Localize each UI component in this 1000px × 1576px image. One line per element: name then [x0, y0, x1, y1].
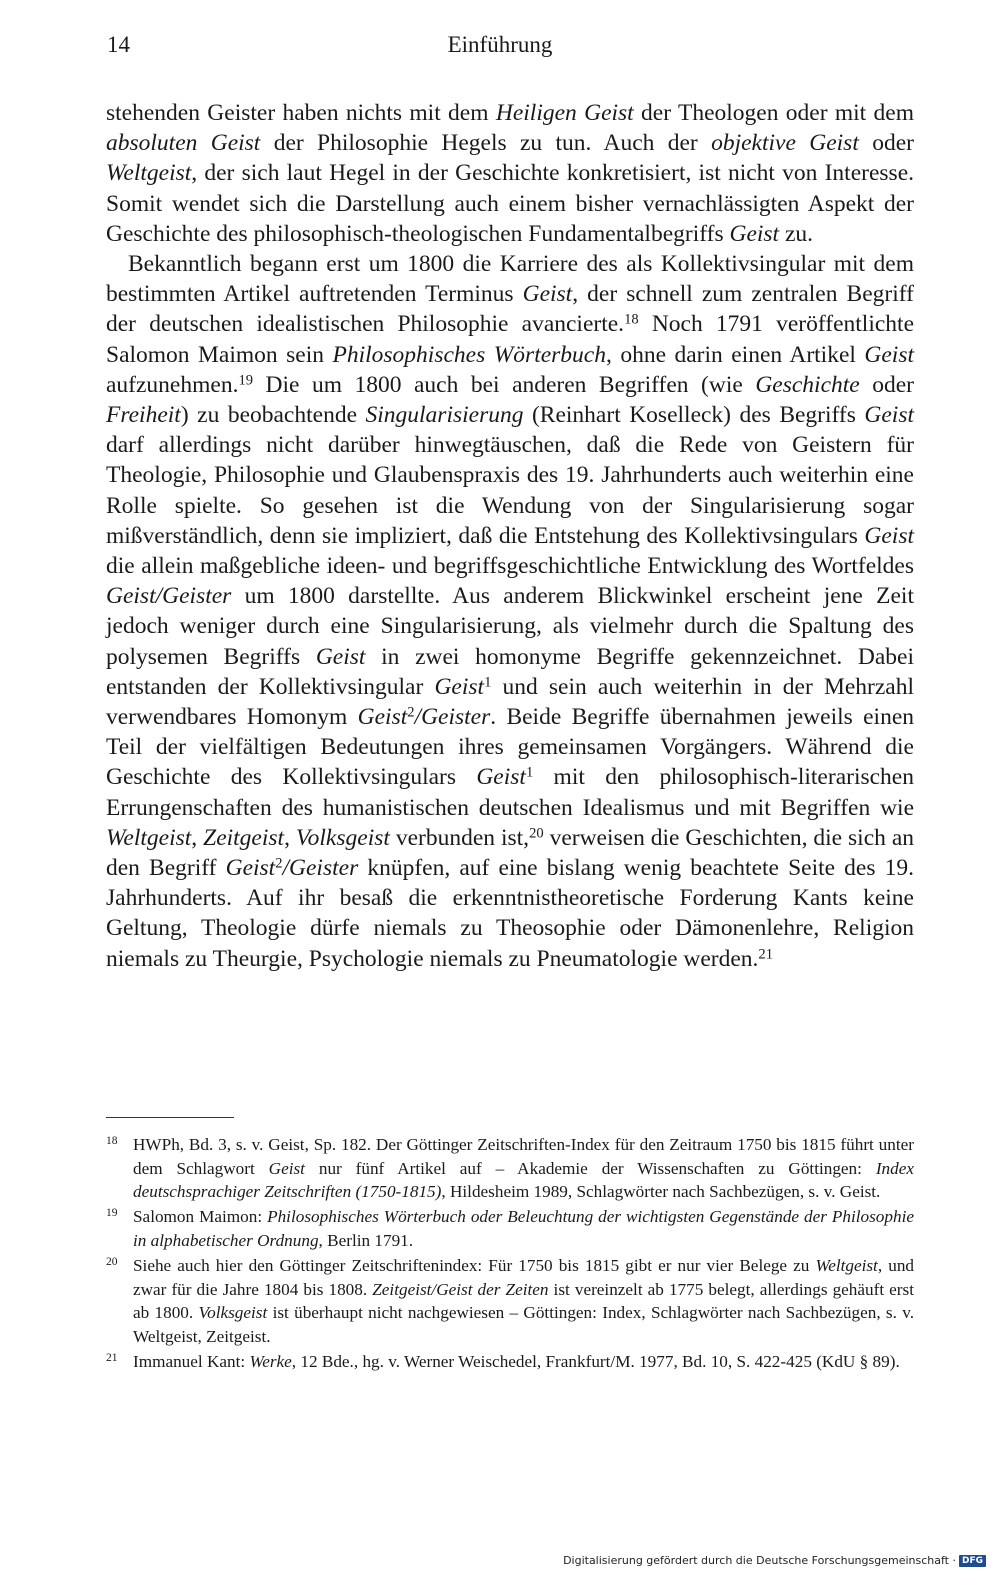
text-run: der Theologen oder mit dem — [633, 100, 914, 126]
page-number: 14 — [107, 32, 130, 57]
footnote-ref: 19 — [238, 372, 254, 389]
italic-term: Geist — [522, 281, 573, 308]
running-head: Einführung — [447, 32, 553, 57]
italic-term: Geist — [357, 704, 408, 731]
italic-term: Geist — [864, 402, 914, 429]
footnote-ref: 21 — [758, 946, 773, 963]
text-run: , — [191, 824, 204, 851]
text-run: oder — [858, 130, 914, 157]
text-run: , ohne darin einen Artikel — [605, 341, 865, 368]
text-run: , Hildesheim 1989, Schlagwörter nach Sachbezügen, s. v. Geist. — [441, 1182, 881, 1202]
italic-term: Volksgeist — [198, 1303, 268, 1323]
footnote-18 — [106, 1133, 914, 1204]
italic-term: Weltgeist — [815, 1255, 878, 1275]
footnote-ref: 18 — [624, 312, 639, 329]
italic-term: Philosophisches Wörterbuch oder Beleuchtung der wichtigsten Gegenstände der Philosophie in alphabetischer Ordnung — [133, 1207, 914, 1250]
footnote-21 — [106, 1350, 914, 1374]
text-run: aufzunehmen. — [106, 371, 239, 398]
text-run: , 12 Bde., hg. v. Werner Weischedel, Frankfurt/M. 1977, Bd. 10, S. 422-425 (KdU § 89). — [291, 1351, 900, 1371]
footnotes — [106, 1133, 914, 1375]
text-run: oder — [859, 371, 914, 398]
footnote-number: 19 — [106, 1207, 118, 1220]
text-run: Bekanntlich begann erst um 1800 die Karriere des als Kollektivsingular mit dem bestimmten Artikel auftretenden Terminus — [106, 251, 914, 308]
italic-term: Geist — [434, 673, 485, 700]
italic-term: Geist — [476, 764, 526, 791]
text-run: , der schnell zum zentralen Begriff der deutschen idealistischen Philosophie avancierte. — [106, 281, 914, 338]
text-run: und sein auch weiterhin in der Mehrzahl verwendbares Homonym — [106, 673, 914, 731]
text-run: ist vereinzelt ab 1775 belegt, allerdings gehäuft erst ab 1800. — [133, 1279, 914, 1323]
text-run: Noch 1791 veröffentlichte Salomon Maimon sein — [106, 311, 914, 368]
text-run: der Philosophie Hegels zu tun. Auch der — [260, 130, 712, 157]
text-run: . Beide Begriffe übernahmen jeweils einen Teil der vielfältigen Bedeutungen ihres gemeinsamen Vorgängers. Während die Geschichte des Kollektivsingulars — [106, 704, 914, 791]
footnote-divider — [106, 1117, 234, 1118]
text-run: Immanuel Kant: — [133, 1351, 250, 1371]
italic-term: /Geister — [282, 855, 359, 882]
paragraph-2 — [106, 249, 914, 974]
text-run: HWPh, Bd. 3, s. v. Geist, Sp. 182. Der Göttinger Zeitschriften-Index für den Zeitraum 1750 bis 1815 führt unter dem Schlagwort — [133, 1135, 914, 1178]
italic-term: Index deutschsprachiger Zeitschriften (1750-1815) — [133, 1158, 914, 1202]
italic-term: Zeitgeist/Geist der Zeiten — [372, 1279, 549, 1299]
text-run: um 1800 darstellte. Aus anderem Blickwinkel erscheint jene Zeit jedoch weniger durch eine Singularisierung, als vielmehr durch die Spaltung des polysemen Begriffs — [106, 583, 914, 670]
text-run: Siehe auch hier den Göttinger Zeitschriftenindex: Für 1750 bis 1815 gibt er nur vier Belege zu — [133, 1255, 816, 1275]
italic-term: Volksgeist — [295, 824, 390, 851]
italic-term: Geist — [315, 643, 366, 670]
body-text — [106, 98, 914, 974]
credit-text: Digitalisierung gefördert durch die Deutsche Forschungsgemeinschaft · — [563, 1554, 956, 1567]
italic-term: Werke — [249, 1351, 292, 1371]
text-run: , — [284, 824, 296, 851]
italic-term: Zeitgeist — [203, 824, 285, 851]
footnote-number: 21 — [106, 1351, 118, 1364]
superscript: 1 — [484, 674, 492, 691]
footnote-number: 20 — [106, 1255, 118, 1268]
footnote-19 — [106, 1205, 914, 1252]
italic-term: Geist — [268, 1158, 305, 1178]
italic-term: Geist — [864, 522, 914, 549]
italic-term: Weltgeist — [106, 824, 192, 851]
italic-term: Heiligen Geist — [495, 100, 634, 126]
italic-term: Geschichte — [755, 371, 860, 398]
text-run: (Reinhart Koselleck) des Begriffs — [523, 402, 865, 429]
text-run: , der sich laut Hegel in der Geschichte konkretisiert, ist nicht von Interesse. Somit wendet sich die Darstellung auch einem bisher vernachlässigten Aspekt der Geschichte des philosophisch-theologischen Fundamentalbegriffs — [106, 160, 914, 247]
text-run: verweisen die Geschichten, die sich an den Begriff — [106, 824, 915, 882]
superscript: 1 — [525, 765, 534, 782]
text-run: die allein maßgebliche ideen- und begriffsgeschichtliche Entwicklung des Wortfeldes — [106, 553, 914, 580]
text-run: nur fünf Artikel auf – Akademie der Wissenschaften zu Göttingen: — [304, 1158, 876, 1178]
text-run: knüpfen, auf eine bislang wenig beachtete Seite des 19. Jahrhunderts. Auf ihr besaß die erkenntnistheoretische Forderung Kants keine Geltung, Theologie dürfe niemals zu Theosophie oder Dämonenlehre, Religion niemals zu Theurgie, Psychologie niemals zu Pneumatologie werden. — [106, 855, 914, 972]
text-run: stehenden Geister haben nichts mit dem — [106, 100, 496, 126]
text-run: ) zu beobachtende — [180, 402, 366, 429]
paragraph-1 — [106, 98, 914, 249]
footnote-20 — [106, 1254, 914, 1348]
text-run: in zwei homonyme Begriffe gekennzeichnet. Dabei entstanden der Kollektivsingular — [106, 643, 915, 700]
italic-term: Freiheit — [106, 402, 181, 429]
text-run: mit den philosophisch-literarischen Errungenschaften des humanistischen deutschen Idealismus und mit Begriffen wie — [106, 764, 914, 821]
italic-term: Geist/Geister — [106, 583, 232, 610]
italic-term: Geist — [225, 855, 276, 882]
text-run: Die um 1800 auch bei anderen Begriffen (wie — [253, 371, 756, 398]
italic-term: Geist — [864, 341, 915, 368]
dfg-logo: DFG — [959, 1555, 986, 1567]
text-run: , und zwar für die Jahre 1804 bis 1808. — [133, 1255, 915, 1299]
text-run: ist überhaupt nicht nachgewiesen – Göttingen: Index, Schlagwörter nach Sachbezügen, s. v. Weltgeist, Zeitgeist. — [133, 1303, 914, 1346]
footnote-ref: 20 — [529, 825, 544, 842]
text-run: Salomon Maimon: — [133, 1207, 268, 1227]
italic-term: Geist — [729, 220, 780, 247]
footnote-number: 18 — [106, 1135, 118, 1147]
superscript: 2 — [275, 855, 283, 872]
text-run: darf allerdings nicht darüber hinwegtäuschen, daß die Rede von Geistern für Theologie, Philosophie und Glaubenspraxis des 19. Jahrhunderts auch weiterhin eine Rolle spielte. So gesehen ist die Wendung von der Singularisierung sogar mißverständlich, denn sie impliziert, daß die Entstehung des Kollektivsingulars — [106, 432, 914, 549]
text-run: verbunden ist, — [389, 824, 530, 851]
italic-term: Philosophisches Wörterbuch — [332, 341, 606, 368]
italic-term: /Geister — [414, 704, 491, 731]
text-run: zu. — [779, 220, 814, 247]
italic-term: absoluten Geist — [106, 130, 261, 157]
italic-term: Singularisierung — [365, 402, 524, 429]
italic-term: Weltgeist — [106, 160, 192, 187]
text-run: , Berlin 1791. — [318, 1230, 414, 1250]
italic-term: objektive Geist — [711, 130, 859, 157]
superscript: 2 — [407, 704, 415, 721]
funding-credit — [563, 1554, 986, 1567]
